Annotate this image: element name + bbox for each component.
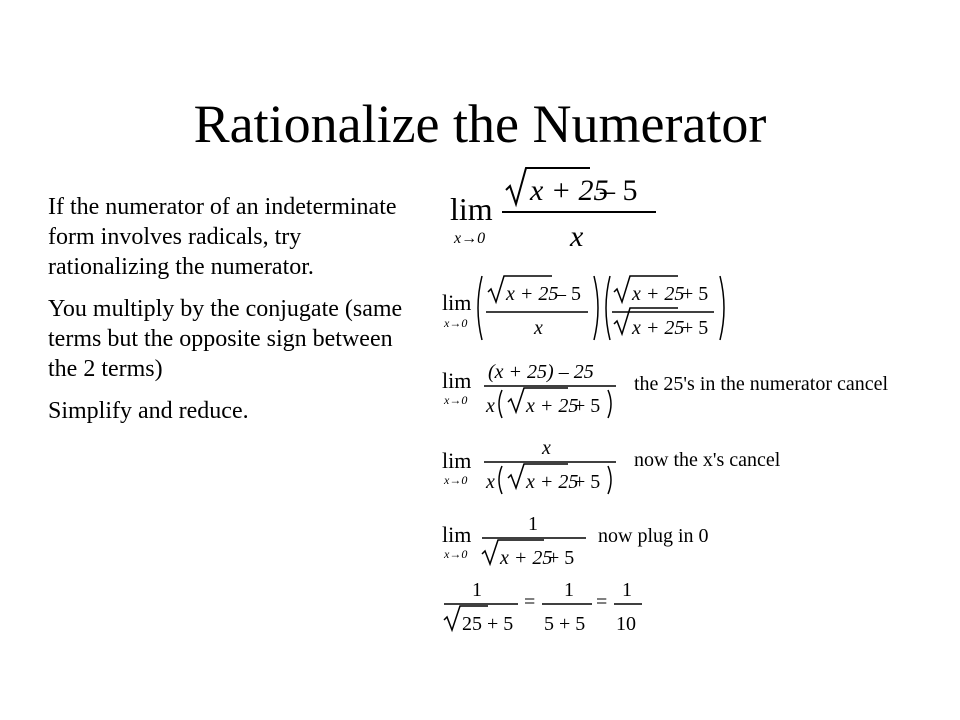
denominator-x: x	[570, 220, 584, 253]
minus-five: – 5	[556, 283, 581, 305]
radicand: x + 25	[506, 283, 559, 305]
plus-five: + 5	[548, 547, 575, 569]
root-twentyfive-plus-five: 25 + 5	[462, 613, 514, 635]
lim-label: lim	[442, 448, 472, 473]
lim-subscript: x→0	[444, 473, 468, 487]
paragraph-rationalize: If the numerator of an indeterminate form involves radicals, try rationalizing the numerator.	[48, 194, 397, 280]
equation-evaluation	[442, 574, 652, 634]
note-cancel-25: the 25's in the numerator cancel	[634, 373, 889, 395]
paragraph-simplify: Simplify and reduce.	[48, 398, 249, 424]
numerator-one: 1	[622, 579, 632, 601]
denominator-ten: 10	[616, 613, 636, 635]
lim-subscript: x→0	[444, 393, 468, 407]
numerator-one: 1	[472, 579, 482, 601]
radicand: x + 25	[526, 395, 579, 417]
radicand: x + 25	[526, 471, 579, 493]
numerator-one: 1	[528, 513, 538, 535]
numerator-one: 1	[564, 579, 574, 601]
equals-sign: =	[596, 591, 608, 613]
radicand: x + 25	[632, 283, 685, 305]
note-plug-in: now plug in 0	[598, 525, 709, 547]
lim-subscript: x→0	[454, 230, 486, 247]
right-paren	[608, 466, 611, 494]
plus-five: + 5	[574, 395, 601, 417]
radicand: x + 25	[632, 317, 685, 339]
minus-five: – 5	[600, 174, 638, 207]
equation-conjugate-product	[442, 272, 752, 344]
denominator-x: x	[486, 395, 495, 417]
numerator-shifted: (x + 25) – 25	[488, 361, 594, 383]
lim-label: lim	[450, 191, 493, 227]
right-paren	[608, 390, 611, 418]
denominator-x: x	[534, 317, 543, 339]
radicand: x + 25	[500, 547, 553, 569]
left-paren	[606, 276, 610, 340]
plus-five: + 5	[682, 317, 709, 339]
radicand: x + 25	[530, 174, 609, 207]
equation-original-limit	[450, 160, 670, 253]
left-paren	[478, 276, 482, 340]
left-paren	[499, 390, 502, 418]
right-paren	[594, 276, 598, 340]
note-cancel-x: now the x's cancel	[634, 449, 781, 471]
lim-subscript: x→0	[444, 547, 468, 561]
slide-title: Rationalize the Numerator	[193, 94, 767, 154]
lim-label: lim	[442, 522, 472, 547]
lim-subscript: x→0	[444, 316, 468, 330]
equation-plug-in	[442, 510, 802, 570]
equation-expanded	[442, 352, 942, 422]
plus-five: + 5	[574, 471, 601, 493]
denominator-x: x	[486, 471, 495, 493]
equation-x-cancel	[442, 432, 862, 502]
body-text	[48, 192, 418, 438]
plus-five: + 5	[682, 283, 709, 305]
equals-sign: =	[524, 591, 536, 613]
lim-label: lim	[442, 290, 472, 315]
right-paren	[720, 276, 724, 340]
paragraph-conjugate: You multiply by the conjugate (same terms but the opposite sign between the 2 terms)	[48, 296, 403, 382]
denominator-sum: 5 + 5	[544, 613, 586, 635]
numerator-x: x	[542, 437, 551, 459]
left-paren	[499, 466, 502, 494]
lim-label: lim	[442, 368, 472, 393]
